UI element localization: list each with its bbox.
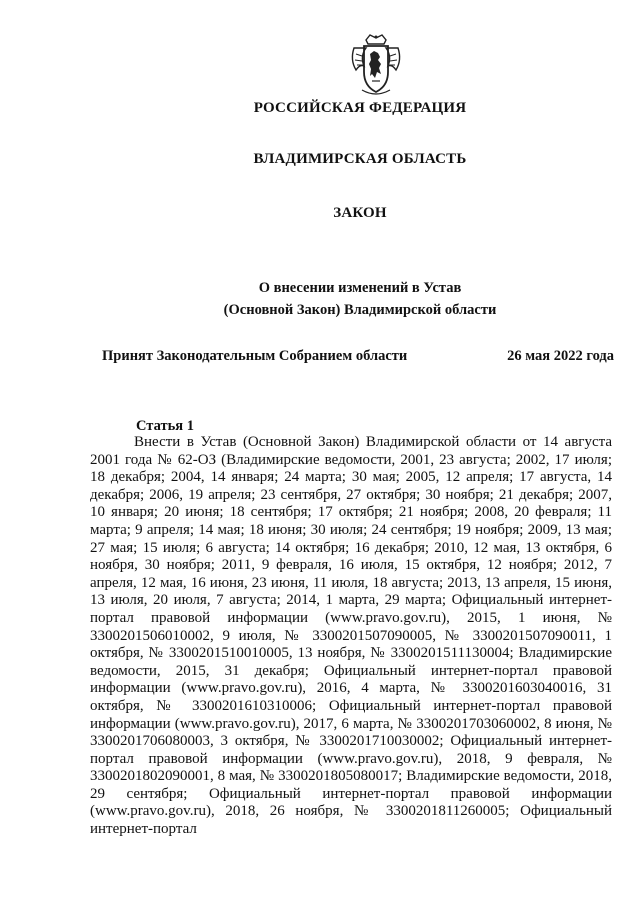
adoption-date: 26 мая 2022 года [507,348,614,364]
adoption-line [102,348,614,365]
adoption-text: Принят Законодательным Собранием области [102,348,408,364]
law-title-line-2: (Основной Закон) Владимирской области [223,302,497,318]
article-body: Внести в Устав (Основной Закон) Владимирской области от 14 августа 2001 года № 62-ОЗ (Владимирские ведомости, 2001, 23 августа; 2002, 17 июля; 18 декабря; 2004, 14 января; 24 марта; 30 мая; 2005, 12 апреля; 17 августа, 14 декабря; 2006, 19 апреля; 23 сентября, 27 октября; 30 ноября; 21 декабря; 2007, 10 января; 20 июня; 18 сентября; 17 октября; 21 ноября; 2008, 20 февраля; 11 марта; 9 апреля; 14 мая; 18 июня; 30 июля; 24 сентября; 19 ноября; 2009, 13 мая; 27 мая; 15 июля; 6 августа; 14 октября; 16 декабря; 2010, 12 мая, 13 октября, 6 ноября, 30 ноября; 2011, 9 февраля, 16 июля, 15 октября, 12 ноября; 2012, 7 апреля, 12 мая, 16 июня, 23 июня, 11 июля, 18 августа; 2013, 13 апреля, 15 июня, 13 июля, 20 июля, 7 августа; 2014, 1 марта, 29 марта; Официальный интернет-портал правовой информации (www.pravo.gov.ru), 2015, 1 июня, № 3300201506010002, 9 июля, № 3300201507090005, № 3300201507090011, 1 октября, № 3300201510010005, 13 ноября, № 3300201511130004; Владимирские ведомости, 2015, 31 декабря; Официальный интернет-портал правовой информации (www.pravo.gov.ru), 2016, 4 марта, № 3300201603040016, 31 октября, № 3300201610310006; Официальный интернет-портал правовой информации (www.pravo.gov.ru), 2017, 6 марта, № 3300201703060002, 8 июня, № 3300201706080003, 3 октября, № 3300201710030002; Официальный интернет-портал правовой информации (www.pravo.gov.ru), 2018, 9 февраля, № 3300201802090001, 8 мая, № 3300201805080017; Владимирские ведомости, 2018, 29 сентября; Официальный интернет-портал правовой информации (www.pravo.gov.ru), 2018, 26 ноября, № 3300201811260005; Официальный интернет-портал [90,434,612,838]
law-title [40,277,640,321]
law-title-line-1: О внесении изменений в Устав [258,280,462,296]
region-heading: ВЛАДИМИРСКАЯ ОБЛАСТЬ [253,151,467,167]
article-heading: Статья 1 [136,418,194,434]
coat-of-arms-icon [348,34,404,98]
country-heading: РОССИЙСКАЯ ФЕДЕРАЦИЯ [253,100,467,116]
document-type-heading: ЗАКОН [333,205,387,221]
